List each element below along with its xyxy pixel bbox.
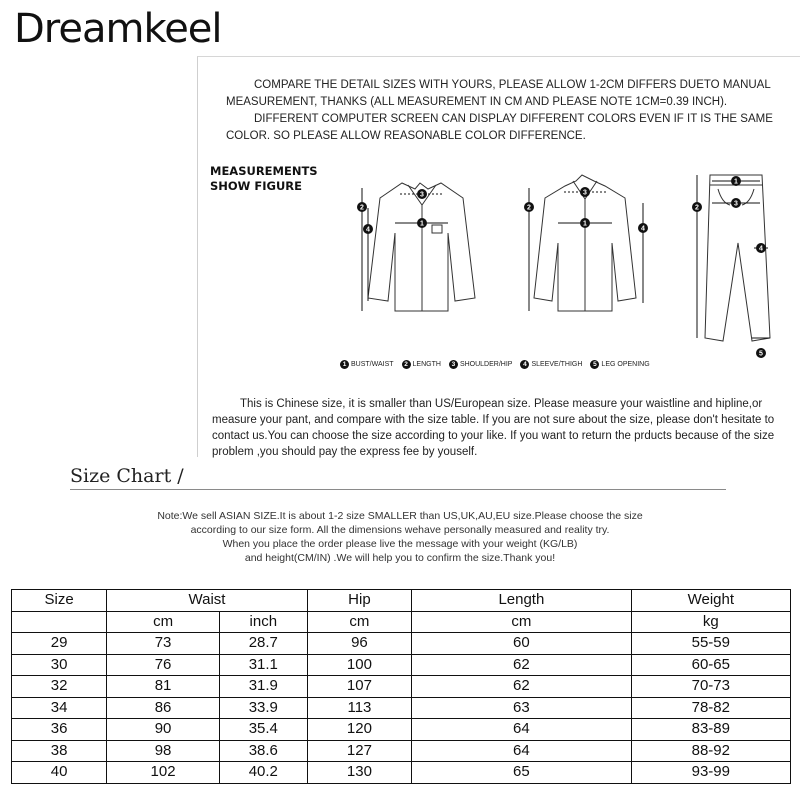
cell-length: 60	[412, 633, 632, 655]
size-note-line: according to our size form. All the dimensions wehave personally measured and reality try.	[190, 524, 610, 536]
cell-waist-cm: 90	[107, 719, 220, 741]
figure-title-line-2: SHOW FIGURE	[210, 179, 302, 193]
marker-label: 1	[420, 220, 424, 228]
legend-label: SLEEVE/THIGH	[531, 361, 583, 368]
cell-length: 63	[412, 697, 632, 719]
marker-label: 3	[583, 189, 587, 197]
cell-waist-inch: 35.4	[219, 719, 307, 741]
table-row	[12, 740, 791, 762]
legend-item	[520, 360, 582, 369]
brand-logo: Dreamkeel	[14, 6, 222, 52]
table-header-row	[12, 590, 791, 612]
table-row	[12, 719, 791, 741]
cell-weight: 55-59	[631, 633, 790, 655]
measurement-notice	[226, 77, 786, 145]
cell-weight: 88-92	[631, 740, 790, 762]
legend-number: 2	[402, 360, 411, 369]
cell-waist-inch: 33.9	[219, 697, 307, 719]
figure-markers	[357, 176, 766, 358]
size-advice	[212, 396, 792, 460]
cell-hip: 100	[307, 654, 411, 676]
cell-waist-cm: 86	[107, 697, 220, 719]
table-units-row	[12, 611, 791, 633]
legend-label: SHOULDER/HIP	[459, 361, 513, 368]
notice-line-1: COMPARE THE DETAIL SIZES WITH YOURS, PLEASE ALLOW 1-2CM DIFFERS DUETO MANUAL MEASUREMENT, THANKS (ALL MEASUREMENT IN CM AND PLEASE NOTE 1CM=0.39 INCH).	[226, 79, 771, 108]
cell-length: 65	[412, 762, 632, 784]
table-row	[12, 697, 791, 719]
size-chart-title: Size Chart /	[70, 465, 184, 487]
figure-title	[210, 164, 340, 194]
cell-hip: 107	[307, 676, 411, 698]
unit-size	[12, 611, 107, 633]
cell-weight: 60-65	[631, 654, 790, 676]
legend-label: BUST/WAIST	[351, 361, 394, 368]
header-hip: Hip	[307, 590, 411, 612]
cell-waist-cm: 76	[107, 654, 220, 676]
shirt-figure	[368, 183, 475, 311]
size-table-body	[12, 590, 791, 784]
notice-line-2: DIFFERENT COMPUTER SCREEN CAN DISPLAY DIFFERENT COLORS EVEN IF IT IS THE SAME COLOR. SO PLEASE ALLOW REASONABLE COLOR DIFFERENCE.	[226, 113, 773, 142]
figure-marker-labels	[360, 179, 763, 358]
cell-weight: 70-73	[631, 676, 790, 698]
unit-waist-inch: inch	[219, 611, 307, 633]
legend-label: LENGTH	[412, 361, 441, 368]
title-divider	[70, 489, 726, 490]
marker-label: 4	[641, 225, 645, 233]
legend-number: 4	[520, 360, 529, 369]
cell-waist-inch: 28.7	[219, 633, 307, 655]
unit-waist-cm: cm	[107, 611, 220, 633]
cell-waist-inch: 38.6	[219, 740, 307, 762]
cell-hip: 127	[307, 740, 411, 762]
cell-size: 38	[12, 740, 107, 762]
legend-number: 5	[590, 360, 599, 369]
legend-item	[449, 360, 513, 369]
cell-size: 40	[12, 762, 107, 784]
cell-hip: 113	[307, 697, 411, 719]
header-size: Size	[12, 590, 107, 612]
marker-label: 4	[366, 226, 370, 234]
marker-label: 1	[583, 220, 587, 228]
cell-waist-inch: 31.9	[219, 676, 307, 698]
unit-length: cm	[412, 611, 632, 633]
legend-label: LEG OPENING	[601, 361, 650, 368]
cell-waist-cm: 102	[107, 762, 220, 784]
marker-label: 1	[734, 178, 738, 186]
legend-item	[402, 360, 441, 369]
cell-size: 34	[12, 697, 107, 719]
table-row	[12, 762, 791, 784]
cell-hip: 130	[307, 762, 411, 784]
cell-weight: 78-82	[631, 697, 790, 719]
size-advice-text: This is Chinese size, it is smaller than US/European size. Please measure your waistline and hipline,or measure your pant, and compare with the size table. If you are not sure about the size, please don't hesitate to contact us.You can choose the size according to your like. If you want to return the prducts because of the size problem ,you should pay the express fee by youself.	[212, 398, 775, 458]
legend-item	[590, 360, 649, 369]
marker-label: 3	[420, 191, 424, 199]
marker-label: 2	[695, 204, 699, 212]
cell-size: 32	[12, 676, 107, 698]
cell-weight: 93-99	[631, 762, 790, 784]
table-row	[12, 676, 791, 698]
marker-label: 3	[734, 200, 738, 208]
cell-size: 30	[12, 654, 107, 676]
figure-title-line-1: MEASUREMENTS	[210, 164, 318, 178]
table-row	[12, 654, 791, 676]
header-weight: Weight	[631, 590, 790, 612]
legend-item	[340, 360, 394, 369]
cell-size: 29	[12, 633, 107, 655]
size-note-line: and height(CM/IN) .We will help you to confirm the size.Thank you!	[244, 552, 556, 564]
size-table	[11, 589, 791, 784]
cell-hip: 96	[307, 633, 411, 655]
cell-waist-inch: 31.1	[219, 654, 307, 676]
cell-waist-cm: 98	[107, 740, 220, 762]
cell-length: 62	[412, 654, 632, 676]
cell-waist-inch: 40.2	[219, 762, 307, 784]
unit-hip: cm	[307, 611, 411, 633]
legend-number: 1	[340, 360, 349, 369]
unit-weight: kg	[631, 611, 790, 633]
cell-length: 64	[412, 719, 632, 741]
cell-hip: 120	[307, 719, 411, 741]
header-waist: Waist	[107, 590, 307, 612]
measurement-panel	[197, 56, 800, 457]
marker-label: 4	[759, 245, 763, 253]
cell-length: 64	[412, 740, 632, 762]
marker-label: 2	[527, 204, 531, 212]
marker-label: 5	[759, 350, 763, 358]
measurement-figures	[340, 163, 780, 373]
cell-waist-cm: 73	[107, 633, 220, 655]
size-note-line: When you place the order please live the message with your weight (KG/LB)	[222, 538, 578, 550]
header-length: Length	[412, 590, 632, 612]
marker-label: 2	[360, 204, 364, 212]
legend-number: 3	[449, 360, 458, 369]
size-note-line: Note:We sell ASIAN SIZE.It is about 1-2 size SMALLER than US,UK,AU,EU size.Please choose the size	[157, 510, 643, 522]
table-row	[12, 633, 791, 655]
size-note	[90, 509, 710, 565]
cell-weight: 83-89	[631, 719, 790, 741]
cell-length: 62	[412, 676, 632, 698]
cell-size: 36	[12, 719, 107, 741]
cell-waist-cm: 81	[107, 676, 220, 698]
measurement-legend	[340, 360, 680, 369]
